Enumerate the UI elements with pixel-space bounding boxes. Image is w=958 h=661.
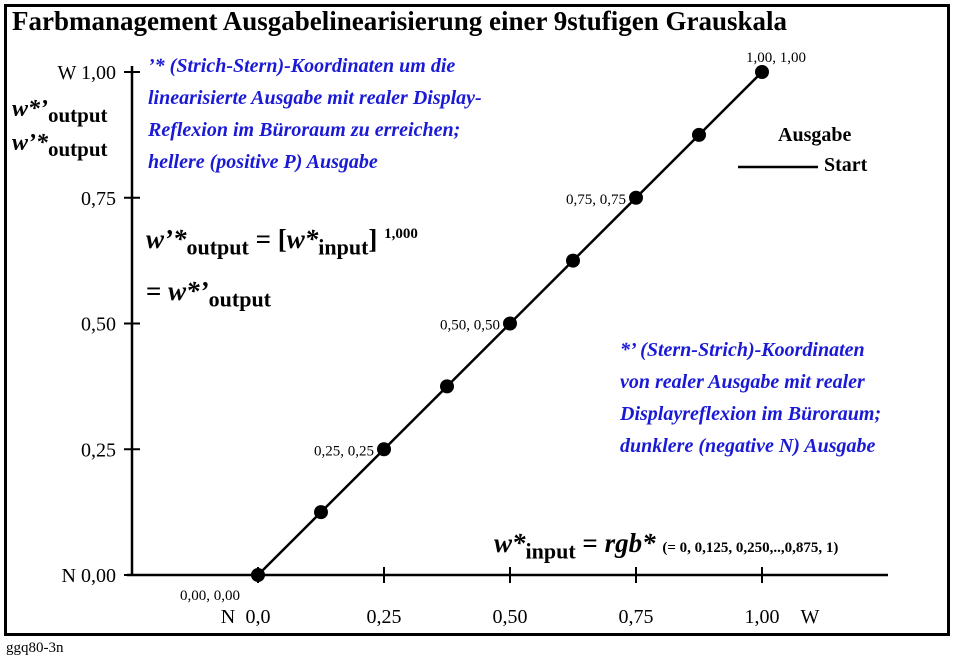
annotation-line: linearisierte Ausgabe mit realer Display- [148,87,482,109]
point-label: 0,25, 0,25 [314,443,374,460]
x-tick-label: 0,0 [245,606,271,628]
xeq-mid: = [575,528,605,558]
annotation-line: Displayreflexion im Büroraum; [620,403,882,425]
point-label: 1,00, 1,00 [746,50,806,66]
eq1-close: ] [368,224,378,254]
eq1-lhs-sub: output [186,234,249,260]
x-tick-label: 0,25 [366,606,402,628]
legend-entry-label: Start [824,154,868,176]
x-axis-end-label-left: N [220,606,236,628]
y-tick-label: W 1,00 [57,62,116,84]
data-point [566,254,580,268]
annotation-line: *’ (Stern-Strich)-Koordinaten [620,339,865,361]
y-tick-label: N 0,00 [61,565,116,587]
eq1-lhs: w’* [146,224,187,254]
y-tick-label: 0,75 [81,187,116,210]
data-point [692,128,706,142]
y-axis-label-1-main: w*’ [12,96,48,122]
equation-2 [146,276,271,312]
annotation-line: dunklere (negative N) Ausgabe [620,435,876,457]
data-point [629,191,643,205]
x-tick-label: 1,00 [744,606,780,628]
point-label: 0,50, 0,50 [440,317,500,334]
annotation-strich-stern [148,50,482,178]
xeq-sub: input [525,538,576,564]
point-label: 0,75, 0,75 [566,191,626,208]
eq1-var-sub: input [318,234,369,260]
x-equation [494,528,838,564]
y-tick-label: 0,50 [81,313,116,336]
chart-title: Farbmanagement Ausgabelinearisierung einer 9stufigen Grauskala [12,6,788,36]
y-axis-label-1 [12,96,108,128]
annotation-stern-strich [620,334,881,462]
xeq-var: w* [494,528,526,558]
equation-1 [146,224,418,260]
eq2-var: w*’ [168,276,209,306]
data-point [251,568,265,582]
y-axis-label-2 [12,130,108,162]
eq1-exponent: 1,000 [384,226,418,242]
data-point [440,379,454,393]
x-tick-label: 0,50 [492,606,528,628]
data-point [503,317,517,331]
annotation-line: von realer Ausgabe mit realer [620,371,865,393]
eq1-var: w* [286,224,319,254]
y-axis-label-1-sub: output [48,102,108,127]
xeq-tail: (= 0, 0,125, 0,250,..,0,875, 1) [662,540,839,556]
data-point [377,442,391,456]
x-axis-end-label-right: W [800,606,820,628]
annotation-line: Reflexion im Büroraum zu erreichen; [148,119,461,141]
figure-code: ggq80-3n [6,640,64,656]
data-point [314,505,328,519]
point-label: 0,00, 0,00 [180,588,240,604]
y-axis-label-2-main: w’* [12,130,48,156]
x-tick-label: 0,75 [618,606,654,628]
eq2-prefix: = [146,276,169,306]
xeq-rhs: rgb* [604,528,656,558]
data-point [755,65,769,79]
eq2-sub: output [208,286,271,312]
eq1-mid: = [ [248,224,287,254]
y-axis-label-2-sub: output [48,136,108,161]
legend-title: Ausgabe [778,124,852,146]
annotation-line: hellere (positive P) Ausgabe [148,151,378,173]
y-tick-label: 0,25 [81,439,116,462]
annotation-line: ’* (Strich-Stern)-Koordinaten um die [148,55,456,77]
